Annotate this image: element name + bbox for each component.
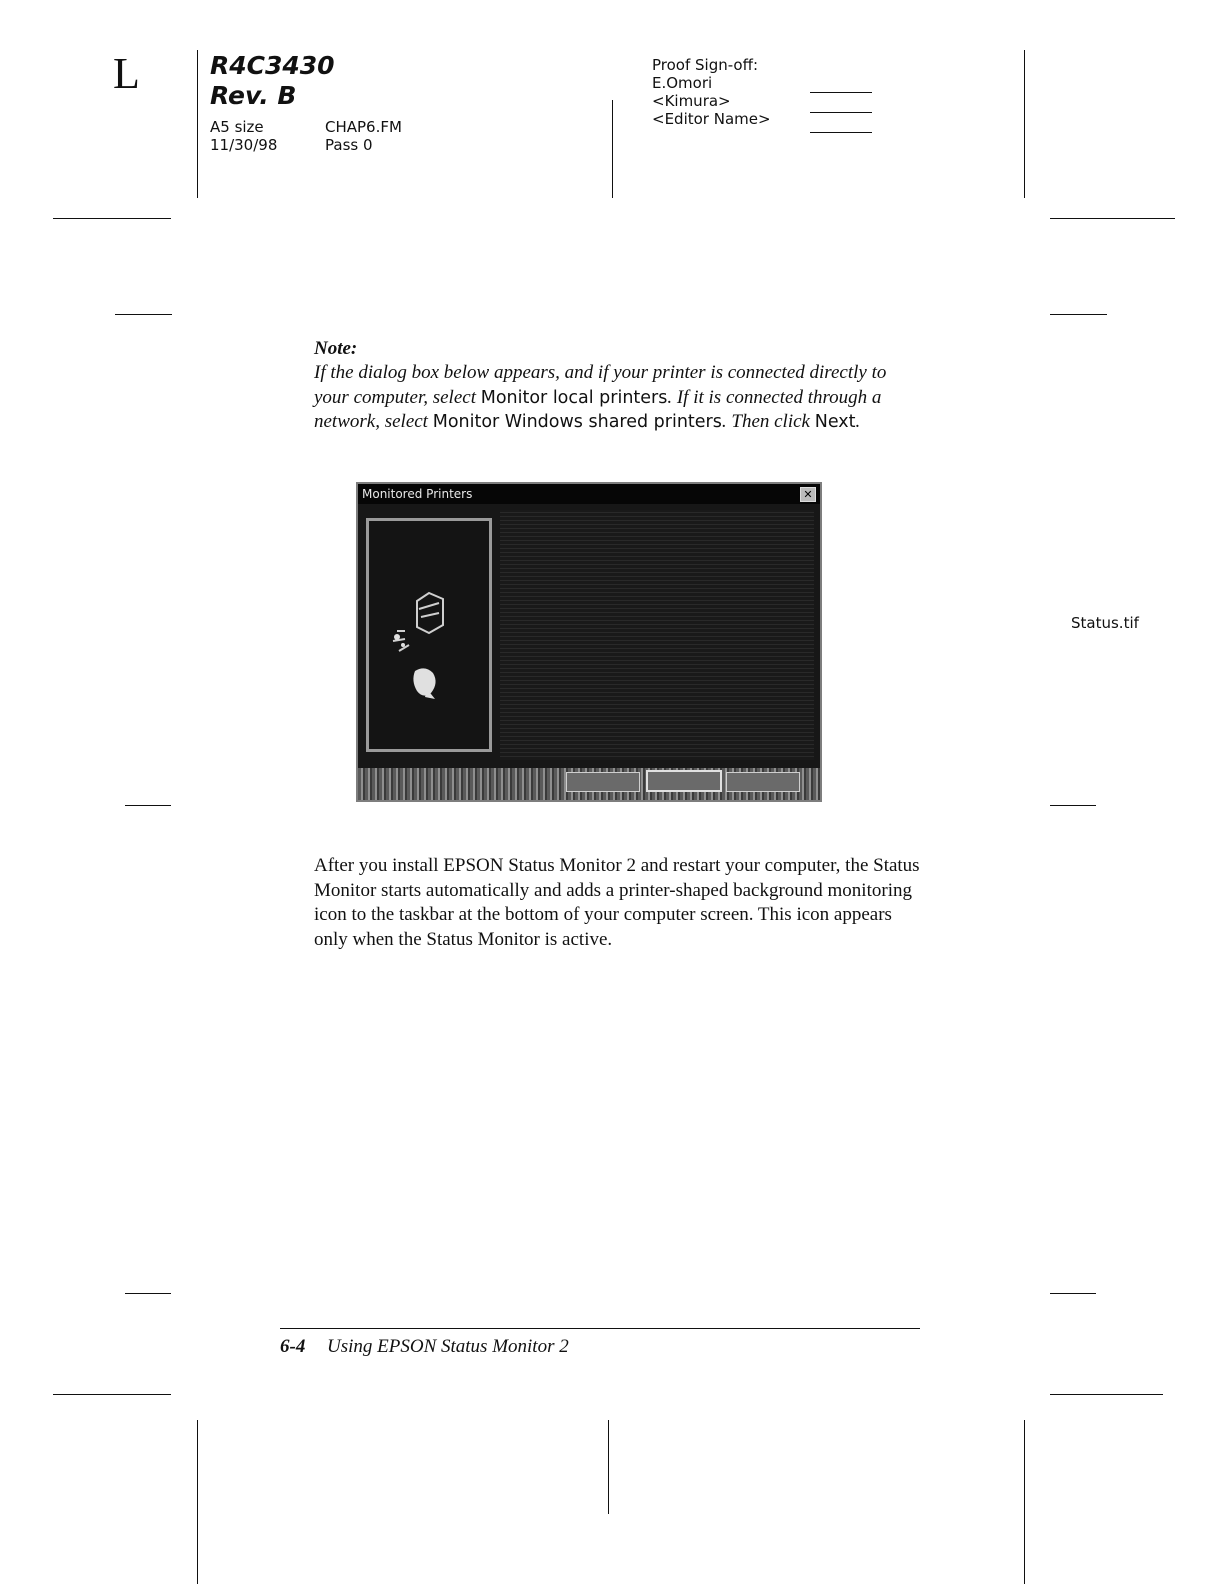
cancel-button[interactable] [726,772,800,792]
pass: Pass 0 [325,136,373,154]
proof-title: Proof Sign-off: [652,56,758,74]
body-paragraph: After you install EPSON Status Monitor 2 and restart your computer, the Status Monitor starts automatically and adds a printer-shaped background monitoring icon to the taskbar at the bottom of your computer screen. This icon appears only when the Status Monitor is active. [314,855,920,950]
header-divider-left [197,50,198,198]
file-name: CHAP6.FM [325,118,402,136]
note-text [314,361,924,435]
crop-mark [1050,314,1107,315]
option-monitor-shared: Monitor Windows shared printers [432,412,722,432]
bottom-crop-right [1024,1420,1025,1584]
crop-mark [53,218,171,219]
signoff-line [810,132,872,133]
crop-mark [1050,1293,1096,1294]
dialog-title: Monitored Printers [362,487,473,501]
footer-rule [280,1328,920,1329]
document-code: R4C3430 [210,51,335,80]
note-text-part: . [855,411,861,432]
note-text-part: If the dialog box below appears, and if your printer is connected directly to your computer, select [314,362,887,408]
dialog-side-image [366,518,492,752]
crop-mark [125,805,171,806]
signoff-line [810,112,872,113]
back-button[interactable] [566,772,640,792]
dialog-button-bar [358,768,820,800]
next-button[interactable] [646,770,722,792]
chapter-title: Using EPSON Status Monitor 2 [327,1336,569,1357]
figure-label: Status.tif [1071,614,1139,632]
crop-mark [125,1293,171,1294]
crop-mark [1050,218,1175,219]
side-letter: L [113,49,140,98]
note-text-part: . Then click [721,411,815,432]
proof-name: <Kimura> [652,92,731,110]
dialog-screenshot [356,482,822,802]
dialog-content [500,510,814,760]
crop-mark [1050,805,1096,806]
crop-mark [1050,1394,1163,1395]
crop-mark [53,1394,171,1395]
close-icon[interactable]: ✕ [800,487,816,502]
printer-globe-icon [369,521,489,749]
next-button-ref: Next [814,412,856,432]
note-label: Note: [314,338,358,359]
dialog-titlebar [358,484,820,504]
proof-name: E.Omori [652,74,713,92]
crop-mark [115,314,172,315]
proof-name: <Editor Name> [652,110,771,128]
header-divider-mid [612,100,613,198]
page-size: A5 size [210,118,264,136]
option-monitor-local: Monitor local printers [480,387,668,408]
date: 11/30/98 [210,136,278,154]
revision: Rev. B [210,81,297,110]
signoff-line [810,92,872,93]
bottom-crop-mid [608,1420,609,1514]
page-number: 6-4 [280,1336,306,1357]
note-text-part: . If it is connected through a network, select [314,386,882,432]
bottom-crop-left [197,1420,198,1584]
header-divider-right [1024,50,1025,198]
